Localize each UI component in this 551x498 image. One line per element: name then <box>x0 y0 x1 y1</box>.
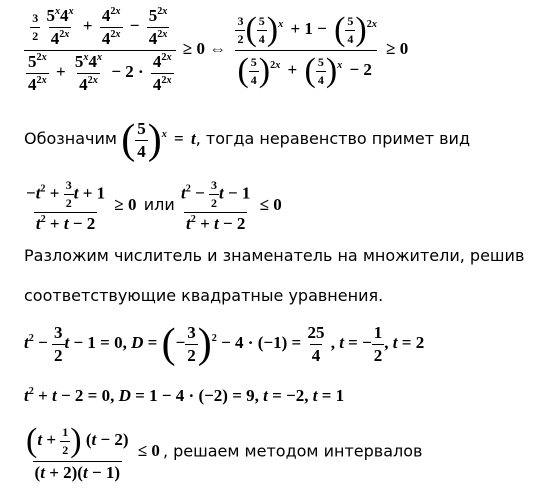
numerator-equation: $t^2$ − $\frac{3}{2}$ t − 1 = 0, D = (− $\frac{3}{2}$ )$^2$ − 4 · (−1) = $\frac{25}{4}$ , t = − $\frac{1}{2}$ , t = 2 <box>24 321 425 367</box>
inequality-in-t: $-t^2$ + $\frac{3}{2}$ t + 1 $t^2 + t - 2$ ≥ 0 или $t^2$ − $\frac{3}{2}$ t − 1 $t^2 + t - 2$ ≤ 0 <box>26 178 282 233</box>
factor-explanation-1: Разложим числитель и знаменатель на множители, решив <box>24 246 525 265</box>
factored-inequality: (t + $\frac{1}{2}$ ) (t − 2) (t + 2)(t − 1) ≤ 0 , решаем методом интервалов <box>26 422 423 482</box>
solve-by-text: , решаем методом интервалов <box>162 441 423 461</box>
or-text: или <box>143 194 175 214</box>
inequality-transformed: $\frac{3}{2}$ $\frac{5^x4^x}{4^{2x}}$ + $\frac{4^{2x}}{4^{2x}}$ − $\frac{5^{2x}}{4^{2x}}$ $\frac{5^{2x}}{4^{2x}}$ + $\frac{5^x4^x}{4^{2x}}$ − 2 · $\frac{4^{2x}}{4^{2x}}$ ≥ 0 ⇔ $\frac{3}{2}$ ( $\frac{5}{4}$ )$^x$ + 1 − ( $\frac{5}{4}$ )$^{2x}$ ( $\frac{5}{4}$ )$^{2x}$ + ( $\frac{5}{4}$ )$^x$ − 2 ≥ 0 <box>24 6 411 95</box>
factor-explanation-2: соответствующие квадратные уравнения. <box>24 286 384 305</box>
big-fraction-left: $\frac{3}{2}$ $\frac{5^x4^x}{4^{2x}}$ + $\frac{4^{2x}}{4^{2x}}$ − $\frac{5^{2x}}{4^{2x}}$ $\frac{5^{2x}}{4^{2x}}$ + $\frac{5^x4^x}{4^{2x}}$ − 2 · $\frac{4^{2x}}{4^{2x}}$ <box>24 6 176 95</box>
denominator-equation: $t^2 + t - 2 = 0$, D = 1 − 4 · (−2) = 9, t = −2, t = 1 <box>24 385 345 405</box>
substitution-line: Обозначим ( $\frac{5}{4}$ )$^x$ = t, тогда неравенство примет вид <box>24 117 471 163</box>
big-fraction-right: $\frac{3}{2}$ ( $\frac{5}{4}$ )$^x$ + 1 − ( $\frac{5}{4}$ )$^{2x}$ ( $\frac{5}{4}$ )$^{2x}$ + ( $\frac{5}{4}$ )$^x$ − 2 <box>237 11 377 89</box>
denote-text: Обозначим <box>24 128 117 148</box>
then-text: , тогда неравенство примет вид <box>195 128 471 148</box>
